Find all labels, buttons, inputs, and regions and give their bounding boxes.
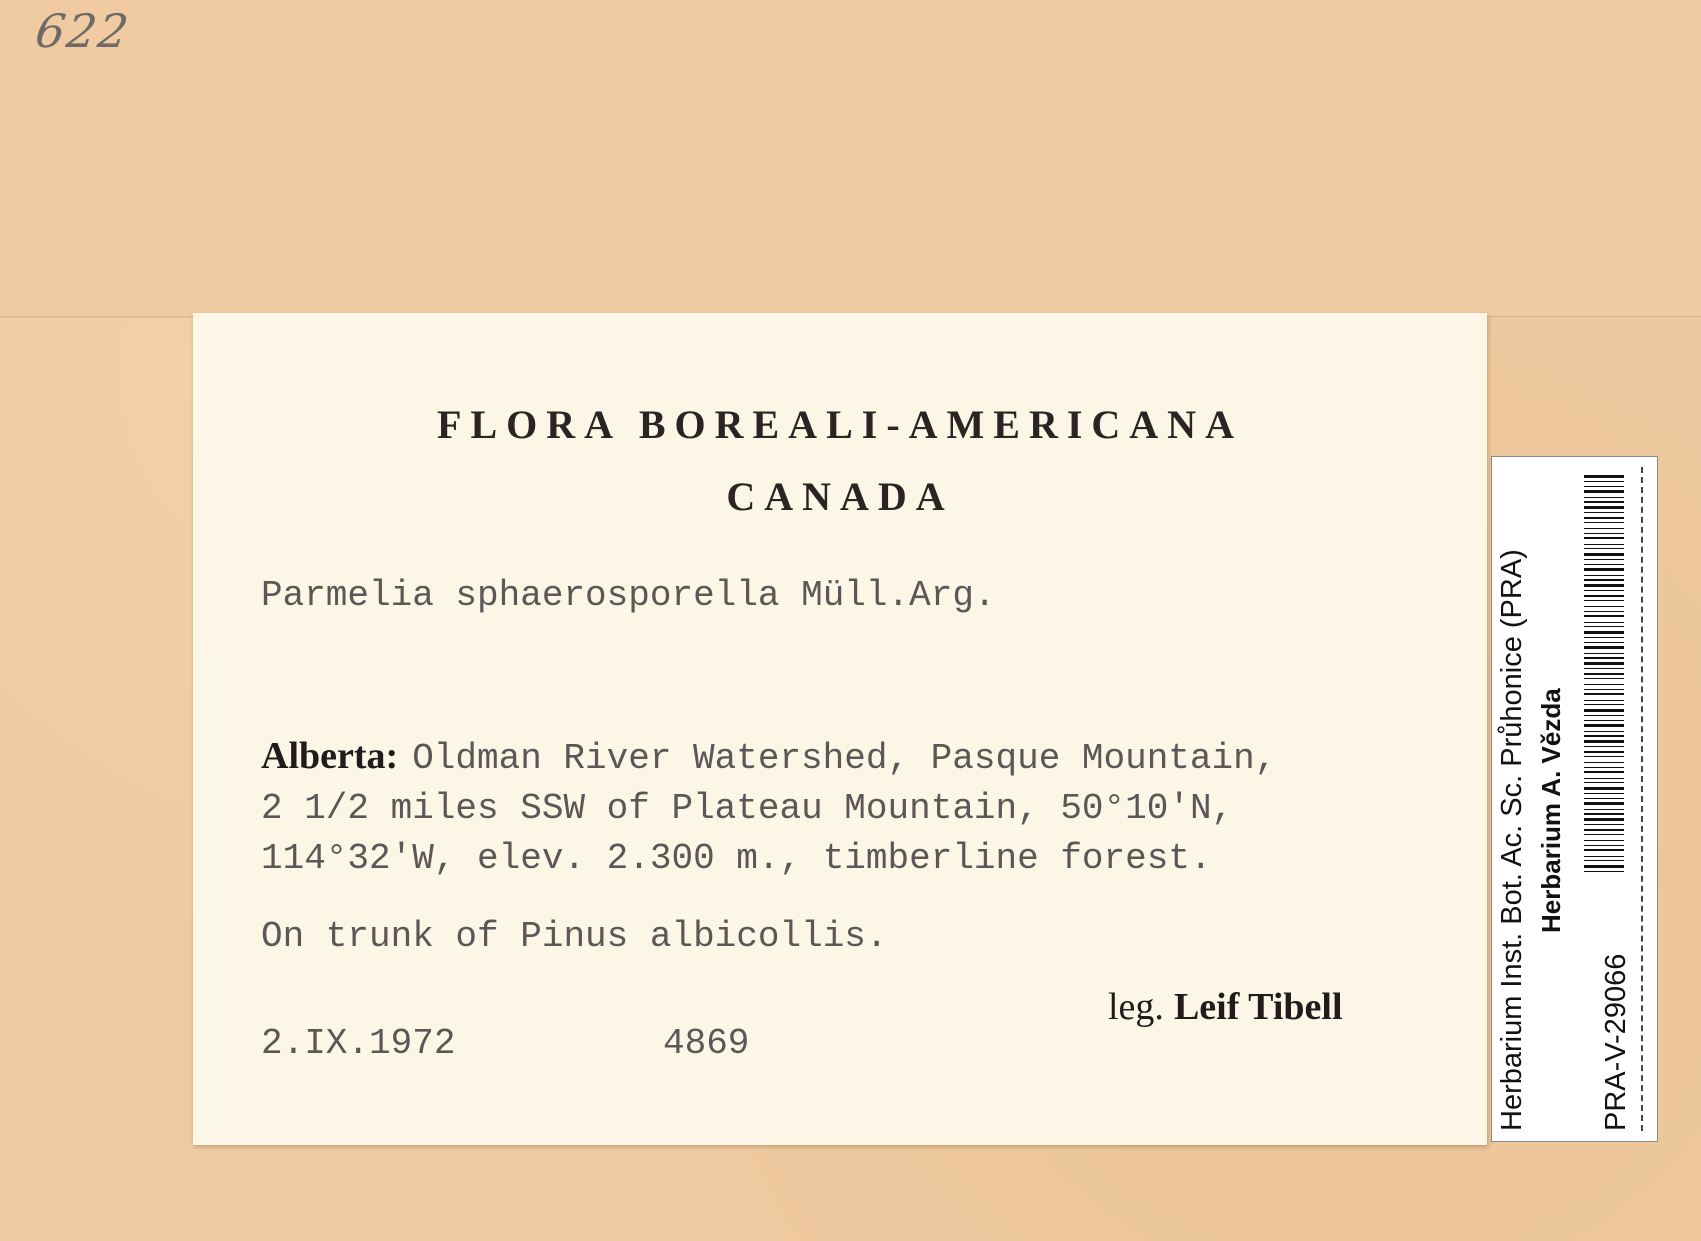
taxon-name: Parmelia sphaerosporella Müll.Arg. — [261, 575, 996, 616]
label-header-flora: FLORA BOREALI-AMERICANA — [437, 402, 1243, 447]
collector — [1108, 985, 1343, 1029]
locality-line-2: 2 1/2 miles SSW of Plateau Mountain, 50°10'N, — [261, 788, 1234, 829]
region-name: Alberta: — [261, 735, 399, 777]
dashed-divider — [1641, 467, 1643, 1131]
herbarium-name: Herbarium A. Vězda — [1536, 688, 1566, 933]
handwritten-sheet-number: 622 — [32, 4, 134, 58]
locality-text-1: Oldman River Watershed, Pasque Mountain, — [412, 738, 1277, 779]
label-header-country: CANADA — [726, 474, 954, 519]
specimen-label — [193, 313, 1487, 1145]
collection-number: 4869 — [663, 1023, 750, 1064]
barcode-image — [1584, 475, 1624, 875]
herbarium-sheet-upper — [0, 0, 1701, 318]
locality-block — [261, 731, 1461, 884]
locality-line-1 — [261, 731, 1461, 784]
habitat-substrate: On trunk of Pinus albicollis. — [261, 916, 888, 957]
collector-name: Leif Tibell — [1173, 986, 1343, 1028]
collector-prefix: leg. — [1108, 986, 1164, 1028]
barcode-label — [1491, 456, 1658, 1142]
catalog-number: PRA-V-29066 — [1600, 953, 1632, 1131]
institution-name: Herbarium Inst. Bot. Ac. Sc. Průhonice (PRA) — [1496, 549, 1528, 1131]
locality-line-3: 114°32'W, elev. 2.300 m., timberline forest. — [261, 838, 1212, 879]
collection-date: 2.IX.1972 — [261, 1023, 456, 1064]
